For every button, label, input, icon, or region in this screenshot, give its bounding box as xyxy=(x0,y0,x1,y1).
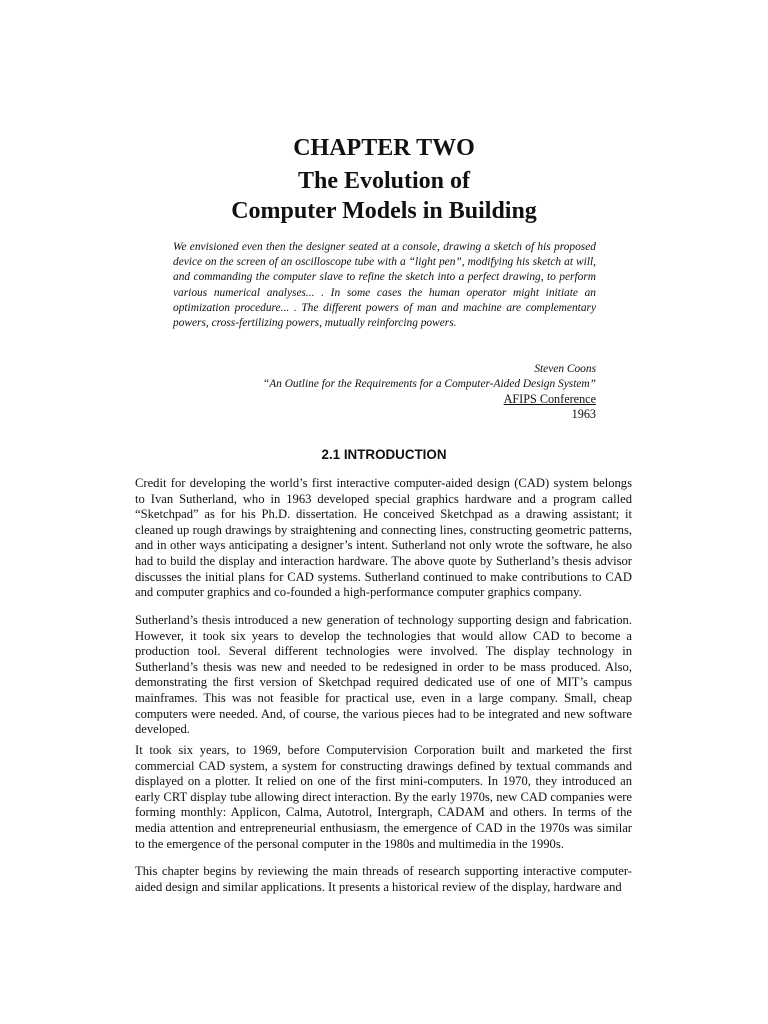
chapter-title xyxy=(0,166,768,226)
chapter-label: CHAPTER TWO xyxy=(293,135,475,161)
body-paragraph: Credit for developing the world’s first interactive computer-aided design (CAD) system belongs to Ivan Sutherland, who in 1963 developed special graphics hardware and a program called “Sketchpad” as for his Ph.D. dissertation. He conceived Sketchpad as a drawing assistant; it cleaned up rough drawings by straightening and connecting lines, constructing geometric patterns, and in other ways anticipating a designer’s intent. Sutherland not only wrote the software, he also had to build the display and interaction hardware. The above quote by Sutherland’s thesis advisor discusses the initial plans for CAD systems. Sutherland continued to make contributions to CAD and computer graphics and co-founded a high-performance computer graphics company. xyxy=(135,476,632,600)
chapter-title-line-1: The Evolution of xyxy=(297,168,471,194)
body-paragraph: It took six years, to 1969, before Computervision Corporation built and marketed the first commercial CAD system, a system for constructing drawings defined by textual commands and displayed on a plotter. It relied on one of the first mini-computers. In 1970, they introduced an early CRT display tube allowing direct interaction. By the early 1970s, new CAD companies were forming monthly: Applicon, Calma, Autotrol, Intergraph, CADAM and others. In terms of the media attention and entrepreneurial enthusiasm, the emergence of CAD in the 1970s was similar to the emergence of the personal computer in the 1980s and multimedia in the 1990s. xyxy=(135,743,632,851)
epigraph-quote: We envisioned even then the designer seated at a console, drawing a sketch of his proposed device on the screen of an oscilloscope tube with a “light pen”, modifying his sketch at will, and commanding the computer slave to refine the sketch into a perfect drawing, to perform various numerical analyses... . In some cases the human operator might initiate an optimization procedure... . The different powers of man and machine are complementary powers, cross-fertilizing powers, mutually reinforcing powers. xyxy=(173,241,596,330)
epigraph-author: Steven Coons xyxy=(534,363,596,375)
epigraph-work-title: “An Outline for the Requirements for a Computer-Aided Design System” xyxy=(262,378,596,391)
chapter-title-line-2: Computer Models in Building xyxy=(231,198,537,224)
epigraph-year: 1963 xyxy=(571,407,596,422)
section-heading: 2.1 INTRODUCTION xyxy=(321,447,447,462)
body-paragraph: Sutherland’s thesis introduced a new generation of technology supporting design and fabrication. However, it took six years to develop the technologies that would allow CAD to become a production tool. Several different technologies were involved. The display technology in Sutherland’s thesis was new and needed to be redesigned in order to be mass produced. Also, demonstrating the first version of Sketchpad required dedicated use of one of MIT’s campus mainframes. This was not feasible for practical use, even in a large company. Small, cheap computers were needed. And, of course, the various pieces had to be integrated and new software developed. xyxy=(135,613,632,737)
epigraph-venue-link[interactable]: AFIPS Conference xyxy=(503,392,596,407)
body-paragraph: This chapter begins by reviewing the main threads of research supporting interactive computer-aided design and similar applications. It presents a historical review of the display, hardware and xyxy=(135,864,632,894)
epigraph-attribution xyxy=(173,362,596,421)
